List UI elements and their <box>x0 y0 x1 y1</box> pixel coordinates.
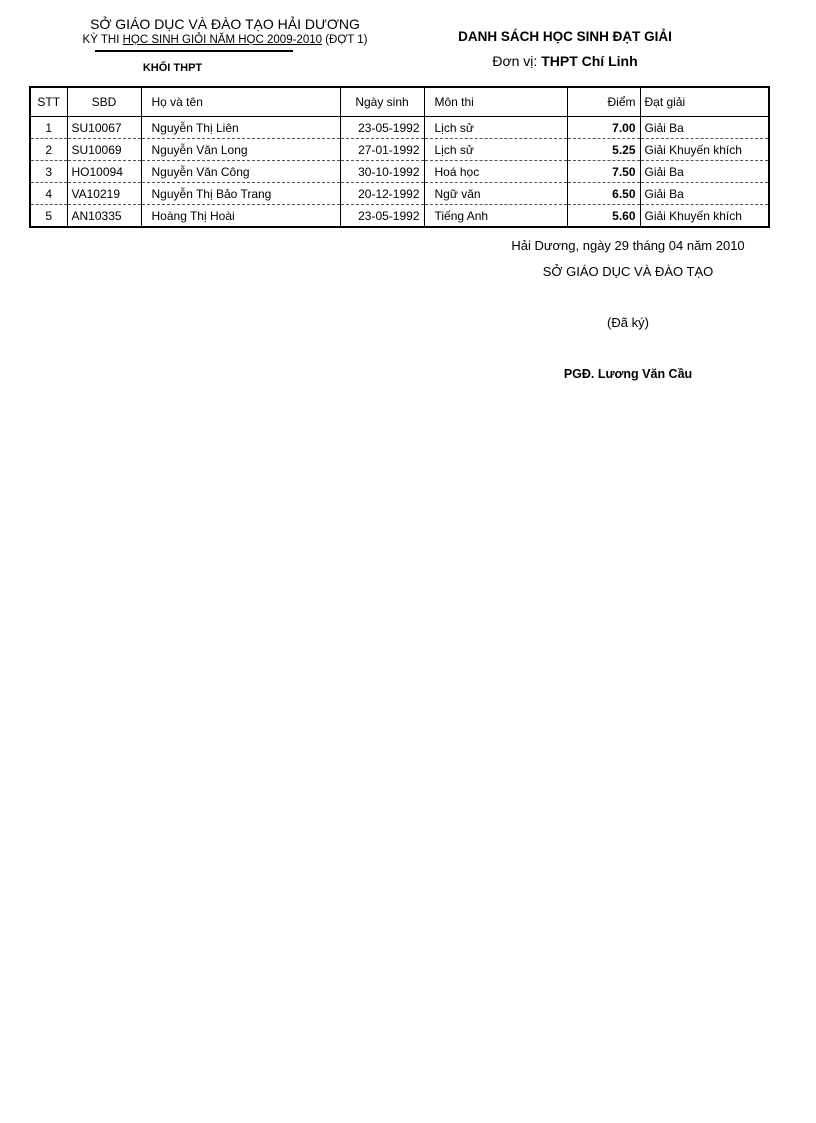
signer-name: PGĐ. Lương Văn Cầu <box>563 367 693 381</box>
cell-name: Nguyễn Thị Bảo Trang <box>141 183 340 205</box>
cell-award: Giải Ba <box>640 183 769 205</box>
table-header-row <box>30 87 769 117</box>
table-row <box>30 161 769 183</box>
cell-subject: Lịch sử <box>424 139 567 161</box>
unit-line: Đơn vị: THPT Chí Linh <box>492 53 638 69</box>
cell-stt: 5 <box>30 205 67 228</box>
col-header-subject: Môn thi <box>424 87 567 117</box>
col-header-stt: STT <box>30 87 67 117</box>
cell-score: 7.50 <box>567 161 640 183</box>
table-row <box>30 117 769 139</box>
document-title: DANH SÁCH HỌC SINH ĐẠT GIẢI <box>458 29 672 44</box>
cell-sbd: SU10067 <box>67 117 141 139</box>
cell-sbd: VA10219 <box>67 183 141 205</box>
cell-score: 6.50 <box>567 183 640 205</box>
unit-name: THPT Chí Linh <box>541 53 638 69</box>
cell-name: Hoàng Thị Hoài <box>141 205 340 228</box>
col-header-score: Điểm <box>567 87 640 117</box>
cell-dob: 23-05-1992 <box>340 205 424 228</box>
cell-award: Giải Khuyến khích <box>640 139 769 161</box>
issue-date: Hải Dương, ngày 29 tháng 04 năm 2010 <box>511 238 745 253</box>
cell-stt: 3 <box>30 161 67 183</box>
issuer-name: SỞ GIÁO DỤC VÀ ĐÀO TẠO HẢI DƯƠNG <box>90 16 360 32</box>
col-header-name: Họ và tên <box>141 87 340 117</box>
signature-note: (Đã ký) <box>607 315 649 330</box>
cell-name: Nguyễn Thị Liên <box>141 117 340 139</box>
cell-award: Giải Ba <box>640 161 769 183</box>
cell-name: Nguyễn Văn Long <box>141 139 340 161</box>
cell-score: 5.60 <box>567 205 640 228</box>
awards-table <box>29 86 770 228</box>
cell-name: Nguyễn Văn Công <box>141 161 340 183</box>
cell-award: Giải Khuyến khích <box>640 205 769 228</box>
cell-sbd: HO10094 <box>67 161 141 183</box>
cell-score: 7.00 <box>567 117 640 139</box>
cell-stt: 4 <box>30 183 67 205</box>
table-row <box>30 205 769 228</box>
cell-sbd: SU10069 <box>67 139 141 161</box>
cell-stt: 2 <box>30 139 67 161</box>
cell-dob: 30-10-1992 <box>340 161 424 183</box>
col-header-dob: Ngày sinh <box>340 87 424 117</box>
cell-dob: 23-05-1992 <box>340 117 424 139</box>
issuing-org: SỞ GIÁO DỤC VÀ ĐÀO TẠO <box>542 264 714 279</box>
cell-stt: 1 <box>30 117 67 139</box>
cell-subject: Hoá học <box>424 161 567 183</box>
cell-subject: Tiếng Anh <box>424 205 567 228</box>
header-divider <box>95 50 293 52</box>
col-header-award: Đạt giải <box>640 87 769 117</box>
cell-score: 5.25 <box>567 139 640 161</box>
cell-dob: 27-01-1992 <box>340 139 424 161</box>
issuer-header <box>40 16 410 47</box>
cell-dob: 20-12-1992 <box>340 183 424 205</box>
exam-name: KỲ THI HỌC SINH GIỎI NĂM HỌC 2009-2010 (ĐỢT 1) <box>82 34 368 46</box>
cell-subject: Lịch sử <box>424 117 567 139</box>
cell-subject: Ngữ văn <box>424 183 567 205</box>
block-label: KHỐI THPT <box>142 62 203 74</box>
table-row <box>30 139 769 161</box>
cell-sbd: AN10335 <box>67 205 141 228</box>
cell-award: Giải Ba <box>640 117 769 139</box>
table-row <box>30 183 769 205</box>
col-header-sbd: SBD <box>67 87 141 117</box>
